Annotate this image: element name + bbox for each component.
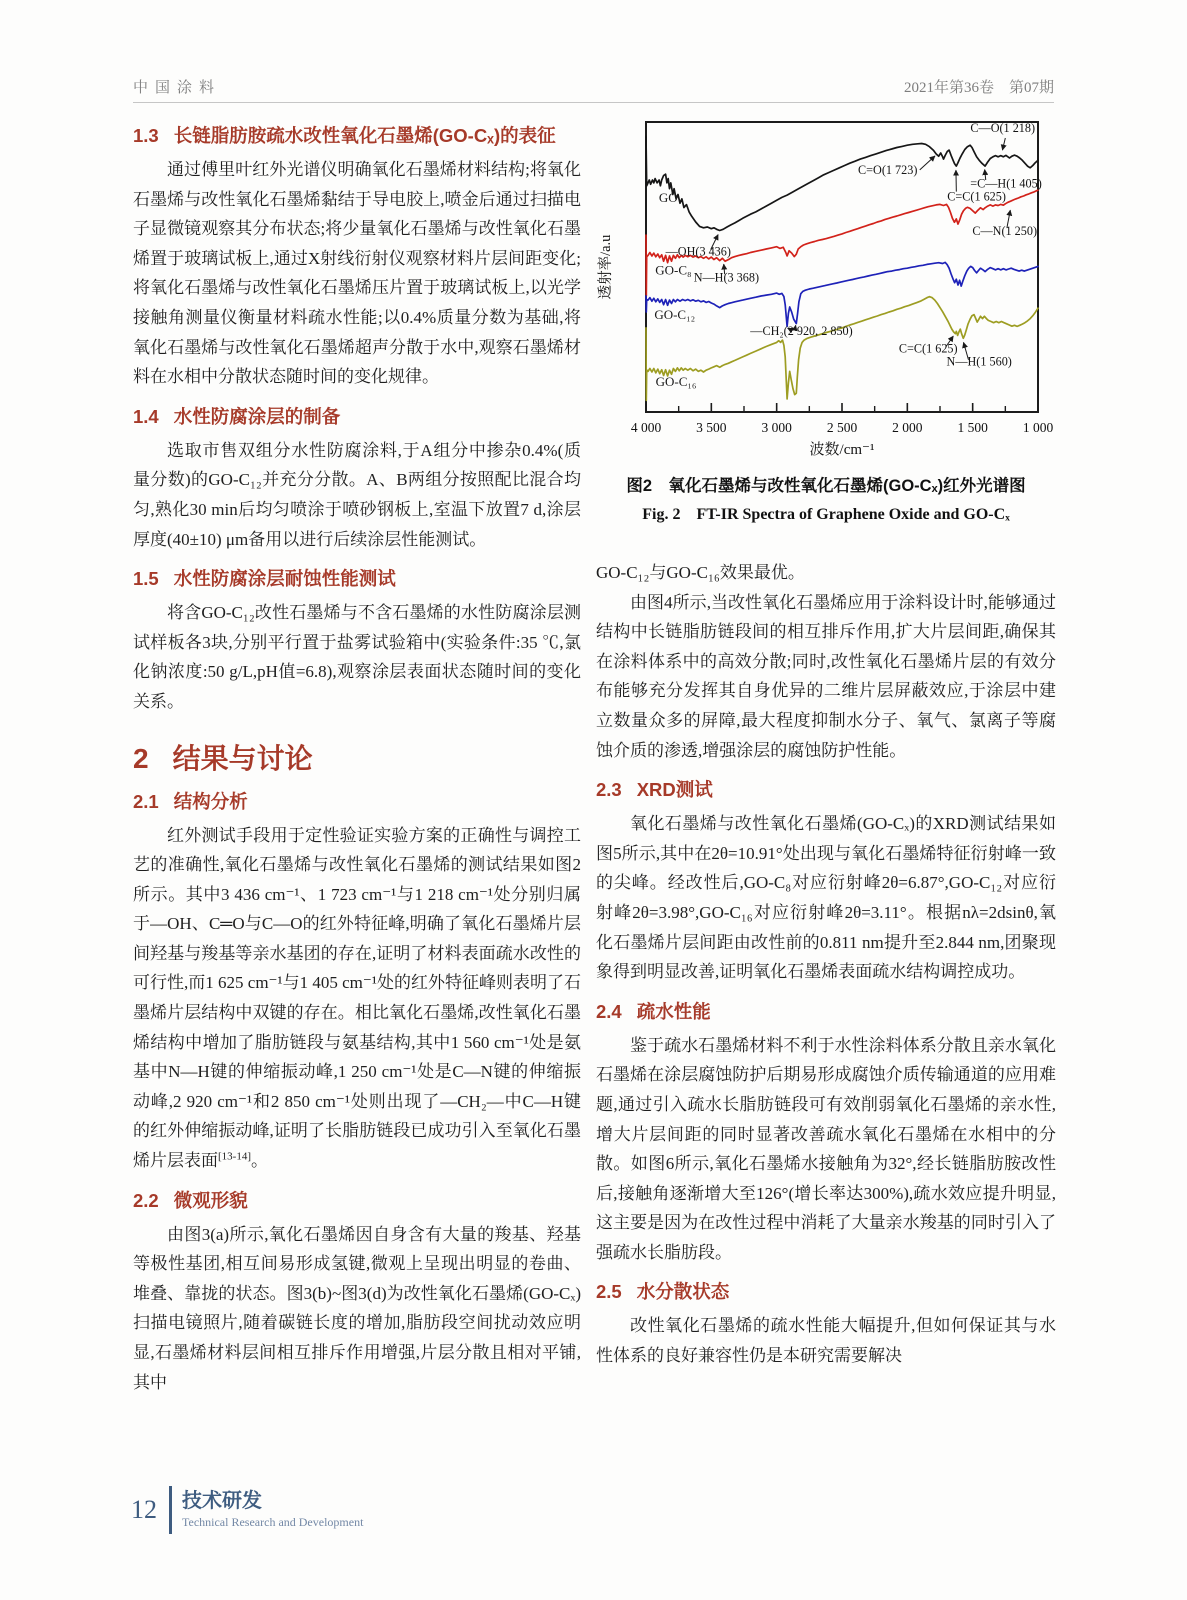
- svg-text:C—N(1 250): C—N(1 250): [972, 224, 1038, 239]
- paragraph-continuation: GO-C₁₂与GO-C₁₆效果最优。: [596, 563, 805, 582]
- section-title: 水性防腐涂层耐蚀性能测试: [173, 568, 396, 590]
- page-number: 12: [131, 1495, 157, 1524]
- paragraph-1-3: 通过傅里叶红外光谱仪明确氧化石墨烯材料结构;将氧化石墨烯与改性氧化石墨烯黏结于导电胶上,喷金后通过扫描电子显微镜观察其分布状态;将少量氧化石墨烯与改性氧化石墨烯置于玻璃试板上,通过X射线衍射仪观察材料片层间距变化;将氧化石墨烯与改性氧化石墨烯压片置于玻璃试板上,以光学接触角测量仪衡量材料疏水性能;以0.4%质量分数为基础,将氧化石墨烯与改性氧化石墨烯超声分散于水中,观察石墨烯材料在水相中分散状态随时间的变化规律。: [133, 160, 581, 387]
- header-rule: [133, 102, 1054, 103]
- issue-info: 2021年第36卷 第07期: [903, 80, 1054, 96]
- paragraph-2-3: 氧化石墨烯与改性氧化石墨烯(GO-Cₓ)的XRD测试结果如图5所示,其中在2θ=10.91°处出现与氧化石墨烯特征衍射峰一致的尖峰。经改性后,GO-C₈对应衍射峰2θ=6.87°,GO-C₁₂对应衍射峰2θ=3.98°,GO-C₁₆对应衍射峰2θ=3.11°。根据nλ=2dsinθ,氧化石墨烯片层间距由改性前的0.811 nm提升至2.844 nm,团聚现象得到明显改善,证明氧化石墨烯表面疏水结构调控成功。: [596, 814, 1056, 982]
- footer-divider: [169, 1486, 172, 1534]
- svg-text:GO-C₈: GO-C₈: [655, 262, 692, 278]
- svg-text:3 500: 3 500: [696, 420, 727, 435]
- section-number: 2.2: [133, 1189, 159, 1211]
- section-number: 2: [133, 742, 149, 774]
- svg-text:—OH(3 436): —OH(3 436): [665, 244, 731, 259]
- section-title: 结果与讨论: [172, 742, 313, 774]
- page-header: [133, 76, 1054, 97]
- section-title: 水分散状态: [636, 1281, 730, 1303]
- page-footer: [131, 1486, 363, 1534]
- svg-text:C=C(1 625): C=C(1 625): [947, 189, 1006, 204]
- section-heading-1-4: [133, 403, 581, 429]
- svg-text:=C—H(1 405): =C—H(1 405): [970, 176, 1042, 191]
- section-heading-2: [133, 737, 581, 777]
- svg-text:GO-C₁₂: GO-C₁₂: [654, 307, 696, 323]
- svg-text:1 500: 1 500: [957, 420, 988, 435]
- left-column: [133, 122, 581, 1397]
- svg-text:波数/cm⁻¹: 波数/cm⁻¹: [809, 442, 875, 458]
- section-number: 1.5: [133, 568, 159, 590]
- footer-section-en: Technical Research and Development: [182, 1515, 364, 1529]
- section-number: 1.3: [133, 125, 159, 146]
- section-heading-1-3: [133, 122, 581, 148]
- paragraph-2-4: 鉴于疏水石墨烯材料不利于水性涂料体系分散且亲水氧化石墨烯在涂层腐蚀防护后期易形成腐蚀介质传输通道的应用难题,通过引入疏水长脂肪链段可有效削弱氧化石墨烯的亲水性,增大片层间距的同时显著改善疏水氧化石墨烯在水相中的分散。如图6所示,氧化石墨烯水接触角为32°,经长链脂肪胺改性后,接触角逐渐增大至126°(增长率达300%),疏水效应提升明显,这主要是因为在改性过程中消耗了大量亲水羧基的同时引入了强疏水长脂肪段。: [596, 1035, 1056, 1262]
- svg-text:C=O(1 723): C=O(1 723): [858, 163, 918, 178]
- paragraph-2-1-end: 。: [251, 1151, 268, 1171]
- svg-text:GO-C₁₆: GO-C₁₆: [655, 373, 697, 389]
- paragraph-1-4: 选取市售双组分水性防腐涂料,于A组分中掺杂0.4%(质量分数)的GO-C₁₂并充分分散。A、B两组分按照配比混合均匀,熟化30 min后均匀喷涂于喷砂钢板上,室温下放置7 d,涂层厚度(40±10) μm备用以进行后续涂层性能测试。: [133, 440, 581, 549]
- section-heading-2-1: [133, 788, 581, 814]
- section-heading-2-4: [596, 998, 1056, 1024]
- footer-section-cn: 技术研发: [182, 1490, 262, 1512]
- section-title: 微观形貌: [173, 1189, 248, 1211]
- section-heading-2-3: [596, 776, 1056, 802]
- section-title: 长链脂肪胺疏水改性氧化石墨烯(GO-Cₓ)的表征: [173, 125, 556, 146]
- svg-text:N—H(1 560): N—H(1 560): [946, 354, 1012, 369]
- paragraph-discussion: 由图4所示,当改性氧化石墨烯应用于涂料设计时,能够通过结构中长链脂肪链段间的相互排斥作用,扩大片层间距,确保其在涂料体系中的高效分散;同时,改性氧化石墨烯片层的有效分布能够充分发挥其自身优异的二维片层屏蔽效应,于涂层中建立数量众多的屏障,最大程度抑制水分子、氧气、氯离子等腐蚀介质的渗透,增强涂层的腐蚀防护性能。: [596, 592, 1056, 760]
- section-number: 2.5: [596, 1281, 622, 1303]
- section-title: 结构分析: [173, 790, 248, 812]
- svg-text:1 000: 1 000: [1022, 420, 1054, 435]
- section-heading-1-5: [133, 565, 581, 591]
- paragraph-2-1: [133, 821, 581, 1176]
- svg-text:C—O(1 218): C—O(1 218): [970, 121, 1036, 136]
- section-title: XRD测试: [636, 779, 713, 801]
- section-title: 水性防腐涂层的制备: [173, 405, 341, 427]
- paragraph-2-5: 改性氧化石墨烯的疏水性能大幅提升,但如何保证其与水性体系的良好兼容性仍是本研究需要解决: [596, 1316, 1056, 1366]
- right-column: [596, 116, 1056, 1371]
- section-title: 疏水性能: [636, 1000, 711, 1022]
- svg-text:C=C(1 625): C=C(1 625): [898, 341, 958, 356]
- paragraph-1-5: 将含GO-C₁₂改性石墨烯与不含石墨烯的水性防腐涂层测试样板各3块,分别平行置于盐雾试验箱中(实验条件:35 ℃,氯化钠浓度:50 g/L,pH值=6.8),观察涂层表面状态随时间的变化关系。: [133, 603, 581, 711]
- figure-caption-en: Fig. 2 FT-IR Spectra of Graphene Oxide and GO-Cₓ: [642, 506, 1010, 523]
- section-number: 2.4: [596, 1000, 622, 1022]
- figure-2: [596, 116, 1056, 524]
- svg-text:2 000: 2 000: [892, 420, 923, 435]
- figure-caption-cn: 图2 氧化石墨烯与改性氧化石墨烯(GO-Cₓ)红外光谱图: [626, 477, 1026, 495]
- journal-name: 中国涂料: [133, 80, 222, 96]
- section-heading-2-5: [596, 1278, 1056, 1304]
- paragraph-2-2: 由图3(a)所示,氧化石墨烯因自身含有大量的羧基、羟基等极性基团,相互间易形成氢键,微观上呈现出明显的卷曲、堆叠、靠拢的状态。图3(b)~图3(d)为改性氧化石墨烯(GO-Cₓ)扫描电镜照片,随着碳链长度的增加,脂肪段空间扰动效应明显,石墨烯材料层间相互排斥作用增强,片层分散且相对平铺,其中: [133, 1224, 581, 1392]
- paragraph-2-1-text: 红外测试手段用于定性验证实验方案的正确性与调控工艺的准确性,氧化石墨烯与改性氧化石墨烯的测试结果如图2所示。其中3 436 cm⁻¹、1 723 cm⁻¹与1 218 cm⁻¹处分别归属于—OH、C═O与C—O的红外特征峰,明确了氧化石墨烯片层间羟基与羧基等亲水基团的存在,证明了材料表面疏水改性的可行性,而1 625 cm⁻¹与1 405 cm⁻¹处的红外特征峰则表明了石墨烯片层结构中双键的存在。相比氧化石墨烯,改性氧化石墨烯结构中增加了脂肪链段与氨基结构,其中1 560 cm⁻¹处是氨基中N—H键的伸缩振动峰,1 250 cm⁻¹处是C—N键的伸缩振动峰,2 920 cm⁻¹和2 850 cm⁻¹处则出现了—CH₂—中C—H键的红外伸缩振动峰,证明了长脂肪链段已成功引入至氧化石墨烯片层表面: [133, 825, 581, 1171]
- svg-text:3 000: 3 000: [761, 420, 792, 435]
- section-number: 2.1: [133, 790, 159, 812]
- section-heading-2-2: [133, 1187, 581, 1213]
- svg-text:N—H(3 368): N—H(3 368): [693, 270, 760, 285]
- svg-text:2 500: 2 500: [826, 420, 858, 435]
- citation-reference: [13-14]: [218, 1150, 251, 1163]
- svg-text:透射率/a.u: 透射率/a.u: [598, 234, 614, 300]
- section-number: 2.3: [596, 779, 622, 801]
- svg-text:4 000: 4 000: [630, 420, 662, 435]
- svg-text:GO: GO: [658, 189, 678, 205]
- section-number: 1.4: [133, 405, 159, 427]
- ftir-spectra-chart: [596, 116, 1058, 462]
- svg-text:—CH₂(2 920, 2 850): —CH₂(2 920, 2 850): [750, 324, 853, 339]
